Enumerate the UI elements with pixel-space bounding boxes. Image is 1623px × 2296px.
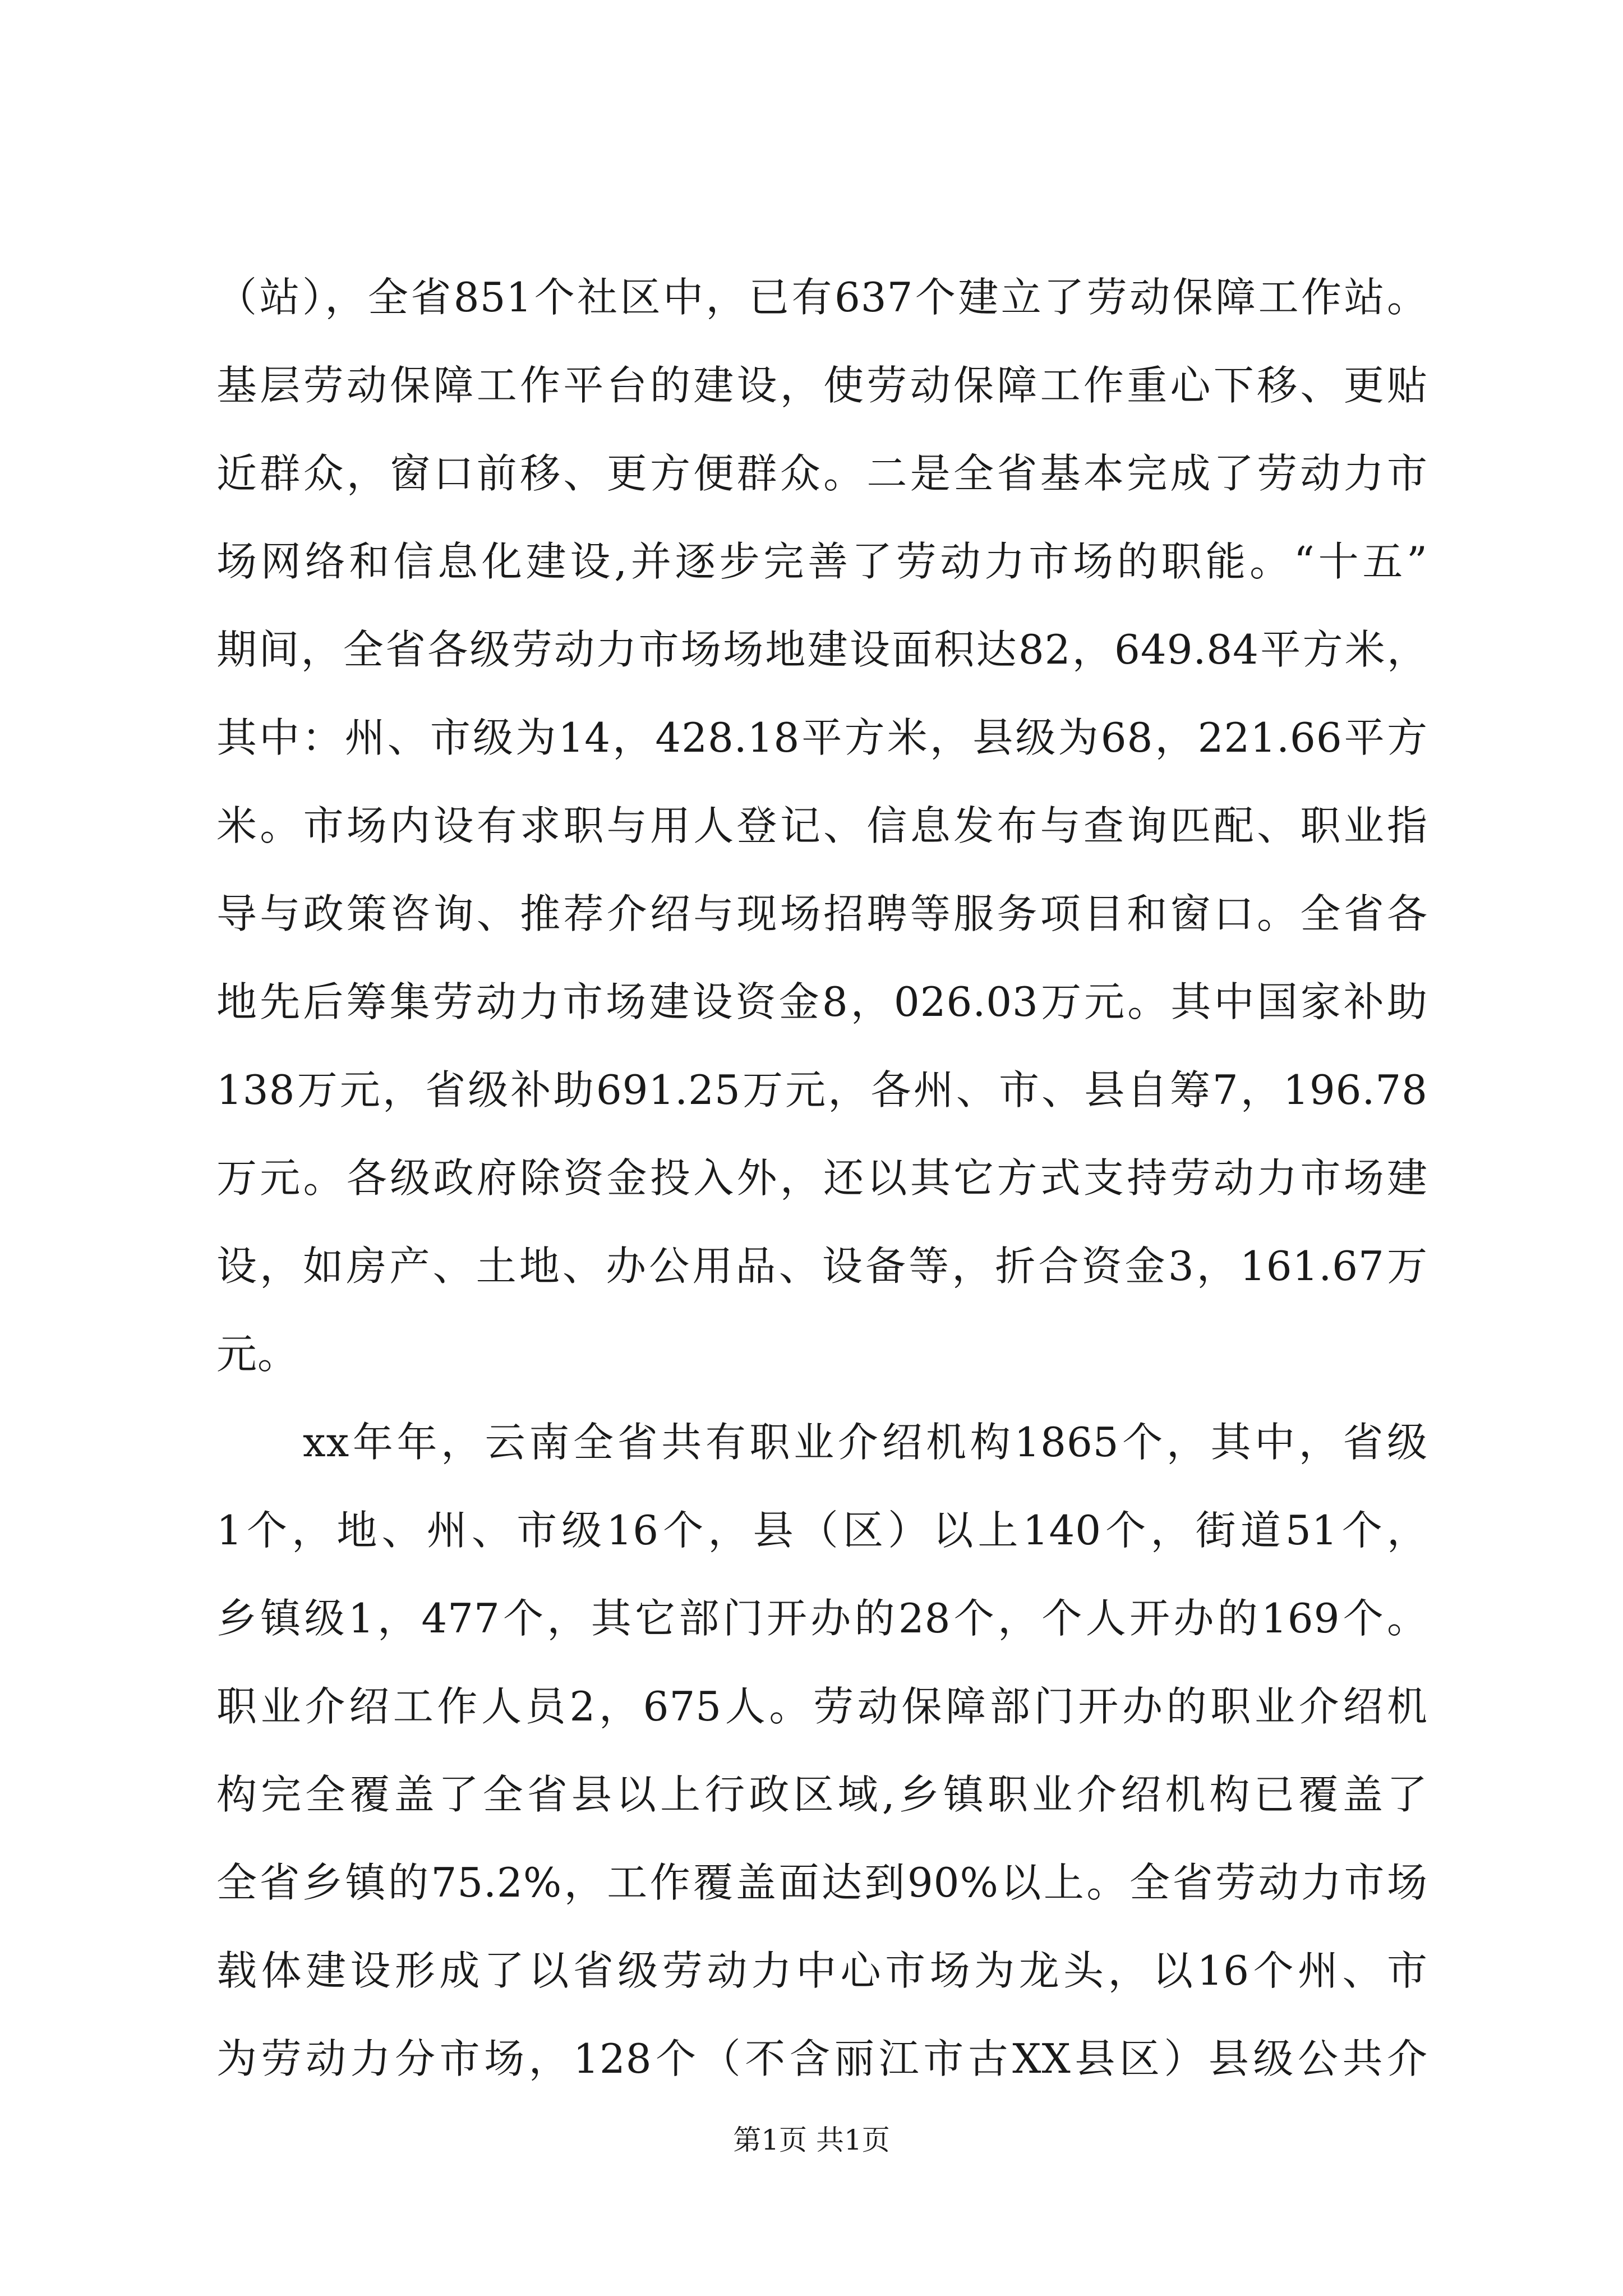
text-line: 导与政策咨询、推荐介绍与现场招聘等服务项目和窗口。全省各	[216, 890, 1428, 937]
text-line: 期间，全省各级劳动力市场场地建设面积达82，649.84平方米，	[216, 626, 1428, 673]
text-line: 场网络和信息化建设,并逐步完善了劳动力市场的职能。“十五”	[216, 538, 1428, 585]
body-text	[216, 254, 1428, 2103]
text-line: 载体建设形成了以省级劳动力中心市场为龙头，以16个州、市	[216, 1947, 1428, 1994]
text-line: 基层劳动保障工作平台的建设，使劳动保障工作重心下移、更贴	[216, 362, 1428, 409]
text-line: 元。	[216, 1331, 299, 1378]
paragraph-first-line: xx年年，云南全省共有职业介绍机构1865个，其中，省级	[303, 1419, 1428, 1466]
text-line: 1个，地、州、市级16个，县（区）以上140个，街道51个，	[216, 1507, 1428, 1554]
text-line: 万元。各级政府除资金投入外，还以其它方式支持劳动力市场建	[216, 1154, 1428, 1202]
text-line: 构完全覆盖了全省县以上行政区域,乡镇职业介绍机构已覆盖了	[216, 1771, 1428, 1818]
text-line: 为劳动力分市场，128个（不含丽江市古XX县区）县级公共介	[216, 2035, 1428, 2082]
text-line: 138万元，省级补助691.25万元，各州、市、县自筹7，196.78	[216, 1066, 1428, 1114]
text-line: 其中：州、市级为14，428.18平方米，县级为68，221.66平方	[216, 714, 1428, 761]
text-line: 近群众，窗口前移、更方便群众。二是全省基本完成了劳动力市	[216, 450, 1428, 497]
text-line: 职业介绍工作人员2，675人。劳动保障部门开办的职业介绍机	[216, 1683, 1428, 1730]
page-footer: 第1页 共1页	[733, 2124, 890, 2156]
text-line: 全省乡镇的75.2%，工作覆盖面达到90%以上。全省劳动力市场	[216, 1859, 1428, 1906]
text-line: 地先后筹集劳动力市场建设资金8，026.03万元。其中国家补助	[216, 978, 1428, 1025]
text-line: 乡镇级1，477个，其它部门开办的28个，个人开办的169个。	[216, 1595, 1428, 1642]
text-line: 设，如房产、土地、办公用品、设备等，折合资金3，161.67万	[216, 1243, 1428, 1290]
text-line: 米。市场内设有求职与用人登记、信息发布与查询匹配、职业指	[216, 802, 1428, 849]
text-line: （站），全省851个社区中，已有637个建立了劳动保障工作站。	[216, 274, 1428, 321]
